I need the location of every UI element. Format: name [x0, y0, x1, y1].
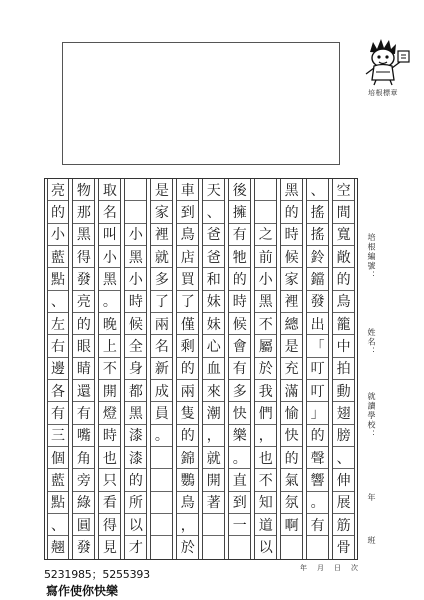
grid-cell: 時	[99, 425, 120, 447]
grid-cell: 漆	[125, 447, 146, 469]
grid-cell: 鳥	[177, 224, 198, 246]
grid-cell: 鳥	[333, 291, 354, 313]
grid-cell: 籠	[333, 313, 354, 335]
grid-cell: 」	[307, 402, 328, 424]
grid-cell: 左	[48, 313, 69, 335]
grid-cell: 中	[333, 335, 354, 357]
grid-cell: 了	[177, 291, 198, 313]
grid-cell: 候	[229, 313, 250, 335]
grid-cell: 鸚	[177, 469, 198, 491]
grid-cell: 小	[125, 224, 146, 246]
grid-cell	[125, 179, 146, 201]
grid-cell: 。	[151, 425, 172, 447]
grid-cell: 後	[229, 179, 250, 201]
grid-cell: 候	[281, 246, 302, 268]
grid-cell: 名	[151, 335, 172, 357]
grid-cell: 就	[203, 447, 224, 469]
class-label: 班	[367, 536, 376, 546]
grid-cell: 快	[281, 425, 302, 447]
footer-slogan: 寫作使你快樂	[46, 584, 119, 598]
grid-cell: 知	[255, 492, 276, 514]
grid-cell: 鈴	[307, 246, 328, 268]
grid-cell: 買	[177, 268, 198, 290]
grid-cell: 「	[307, 335, 328, 357]
grid-cell: 的	[73, 313, 94, 335]
grid-cell: 邊	[48, 358, 69, 380]
grid-cell: 就	[151, 246, 172, 268]
grid-cell: 個	[48, 447, 69, 469]
grid-cell: 右	[48, 335, 69, 357]
grid-cell: 開	[99, 380, 120, 402]
grid-column	[98, 179, 121, 559]
grid-cell: 筋	[333, 514, 354, 536]
grid-cell: 開	[203, 469, 224, 491]
grid-cell	[125, 201, 146, 223]
grid-cell: 黑	[99, 268, 120, 290]
grid-column	[332, 179, 355, 559]
grid-cell: 間	[333, 201, 354, 223]
grid-cell: 小	[48, 224, 69, 246]
grid-cell	[203, 536, 224, 558]
grid-cell: 翅	[333, 402, 354, 424]
grid-cell: 天	[203, 179, 224, 201]
grid-cell: 也	[99, 447, 120, 469]
grid-cell: 搖	[307, 201, 328, 223]
grid-cell: 得	[99, 514, 120, 536]
grid-cell	[151, 469, 172, 491]
grid-cell: 黑	[125, 402, 146, 424]
grid-cell: 還	[73, 380, 94, 402]
grid-cell: 充	[281, 358, 302, 380]
grid-cell: 動	[333, 380, 354, 402]
mascot-icon	[354, 36, 412, 88]
grid-cell: 展	[333, 492, 354, 514]
grid-cell: 不	[255, 469, 276, 491]
grid-cell: 一	[229, 514, 250, 536]
grid-cell: 黑	[255, 291, 276, 313]
grid-cell: 鳥	[177, 492, 198, 514]
student-name-label: 姓名：	[367, 328, 376, 357]
grade-label: 年	[367, 493, 376, 503]
grid-cell: 爸	[203, 246, 224, 268]
grid-cell: 漆	[125, 425, 146, 447]
grid-cell: 寬	[333, 224, 354, 246]
grid-cell: ，	[177, 514, 198, 536]
grid-cell: 的	[307, 425, 328, 447]
grid-cell: 。	[99, 291, 120, 313]
grid-cell: 點	[48, 492, 69, 514]
grid-cell: 滿	[281, 380, 302, 402]
grid-cell: 亮	[73, 291, 94, 313]
grid-cell: 到	[229, 492, 250, 514]
grid-cell: 看	[99, 492, 120, 514]
grid-cell: 新	[151, 358, 172, 380]
grid-cell: 了	[151, 291, 172, 313]
grid-cell: 黑	[125, 246, 146, 268]
grid-cell: 僅	[177, 313, 198, 335]
grid-cell: 家	[151, 201, 172, 223]
grid-cell: 候	[125, 313, 146, 335]
grid-cell: 到	[177, 201, 198, 223]
grid-cell: 家	[281, 268, 302, 290]
grid-cell: 有	[48, 402, 69, 424]
grid-cell: 妹	[203, 313, 224, 335]
grid-cell: 、	[307, 179, 328, 201]
grid-cell: 的	[281, 201, 302, 223]
grid-cell: 兩	[151, 313, 172, 335]
grid-cell: 心	[203, 335, 224, 357]
mascot-logo	[354, 36, 412, 100]
grid-cell: 也	[255, 447, 276, 469]
grid-cell: 的	[281, 447, 302, 469]
grid-cell: 角	[73, 447, 94, 469]
grid-cell: 擁	[229, 201, 250, 223]
grid-cell: 見	[102, 540, 117, 557]
grid-cell: 於	[180, 540, 195, 557]
grid-cell	[151, 536, 172, 558]
grid-cell: 眼	[73, 335, 94, 357]
grid-cell: 道	[255, 514, 276, 536]
grid-cell	[255, 179, 276, 201]
grid-cell: 叫	[99, 224, 120, 246]
grid-column	[280, 179, 303, 559]
grid-cell: 才	[128, 540, 143, 557]
grid-cell: 旁	[73, 469, 94, 491]
grid-cell: 著	[203, 492, 224, 514]
grid-cell: 藍	[48, 469, 69, 491]
date-label-month: 月	[317, 564, 324, 572]
grid-cell: 有	[229, 224, 250, 246]
grid-cell: 全	[125, 335, 146, 357]
grid-cell: 我	[255, 380, 276, 402]
grid-cell: 不	[255, 313, 276, 335]
grid-cell: 們	[255, 402, 276, 424]
grid-cell: 成	[151, 380, 172, 402]
teacher-comment-box	[62, 42, 340, 165]
grid-cell: 的	[177, 425, 198, 447]
grid-cell: 以	[125, 514, 146, 536]
grid-cell: 發	[73, 268, 94, 290]
date-labels	[300, 563, 358, 573]
grid-cell: 身	[125, 358, 146, 380]
grid-cell: 小	[125, 268, 146, 290]
grid-cell: 只	[99, 469, 120, 491]
grid-cell: 會	[229, 335, 250, 357]
grid-column	[150, 179, 173, 559]
grid-cell: 隻	[177, 402, 198, 424]
grid-cell: 取	[99, 179, 120, 201]
grid-cell: 有	[307, 514, 328, 536]
grid-cell: 裡	[281, 291, 302, 313]
grid-cell: 於	[255, 358, 276, 380]
date-label-day: 日	[334, 564, 341, 572]
grid-cell: 物	[73, 179, 94, 201]
grid-cell: 以	[258, 540, 273, 557]
grid-cell: 拍	[333, 358, 354, 380]
grid-cell: 、	[333, 447, 354, 469]
grid-cell: 愉	[281, 402, 302, 424]
grid-cell: 名	[99, 201, 120, 223]
grid-cell: 搖	[307, 224, 328, 246]
grid-cell: 得	[73, 246, 94, 268]
grid-cell: 多	[229, 380, 250, 402]
grid-cell: 兩	[177, 380, 198, 402]
grid-cell: 多	[151, 268, 172, 290]
grid-cell	[307, 536, 328, 558]
grid-cell: 時	[229, 291, 250, 313]
grid-cell: 啊	[281, 514, 302, 536]
grid-cell: 藍	[48, 246, 69, 268]
grid-cell: 和	[203, 268, 224, 290]
grid-cell: 點	[48, 268, 69, 290]
grid-cell: 敞	[333, 246, 354, 268]
date-label-year: 年	[300, 564, 307, 572]
grid-cell: 樂	[229, 425, 250, 447]
grid-cell: 、	[48, 291, 69, 313]
grid-cell: 的	[48, 201, 69, 223]
grid-cell: ，	[203, 425, 224, 447]
grid-cell: 。	[307, 492, 328, 514]
grid-cell: 總	[281, 313, 302, 335]
grid-cell: 所	[125, 492, 146, 514]
grid-cell: 有	[73, 402, 94, 424]
grid-cell: 的	[125, 469, 146, 491]
logo-caption: 培根標章	[368, 89, 398, 97]
grid-column	[47, 179, 70, 559]
grid-cell: 剩	[177, 335, 198, 357]
grid-cell: 快	[229, 402, 250, 424]
grid-cell: 鐺	[307, 268, 328, 290]
grid-cell	[151, 492, 172, 514]
grid-column	[124, 179, 147, 559]
grid-cell: 發	[76, 540, 91, 557]
grid-cell: 聲	[307, 447, 328, 469]
grid-cell: 屬	[255, 335, 276, 357]
grid-cell: 上	[99, 335, 120, 357]
grid-cell: 發	[307, 291, 328, 313]
grid-cell: 牠	[229, 246, 250, 268]
grid-cell: 膀	[333, 425, 354, 447]
grid-cell	[151, 514, 172, 536]
grid-cell: 那	[73, 201, 94, 223]
grid-cell	[255, 201, 276, 223]
grid-cell	[203, 514, 224, 536]
grid-cell: 綠	[73, 492, 94, 514]
grid-cell: 氣	[281, 469, 302, 491]
grid-cell	[281, 536, 302, 558]
grid-cell: 黑	[281, 179, 302, 201]
grid-cell: 的	[229, 268, 250, 290]
grid-cell: 是	[151, 179, 172, 201]
grid-cell: 時	[281, 224, 302, 246]
grid-column	[306, 179, 329, 559]
grid-cell: 空	[333, 179, 354, 201]
grid-cell: 妹	[203, 291, 224, 313]
grid-cell: 都	[125, 380, 146, 402]
grid-cell: 、	[48, 514, 69, 536]
grid-cell: 時	[125, 291, 146, 313]
grid-cell: 之	[255, 224, 276, 246]
grid-cell: 、	[203, 201, 224, 223]
grid-cell: 是	[281, 335, 302, 357]
grid-cell: 裡	[151, 224, 172, 246]
grid-cell: ，	[255, 425, 276, 447]
grid-cell: 亮	[48, 179, 69, 201]
student-number-label: 培根編號：	[367, 233, 376, 281]
grid-cell: 前	[255, 246, 276, 268]
grid-column	[176, 179, 199, 559]
grid-cell: 錦	[177, 447, 198, 469]
grid-cell: 有	[229, 358, 250, 380]
grid-cell	[151, 447, 172, 469]
grid-cell: 燈	[99, 402, 120, 424]
grid-cell: 車	[177, 179, 198, 201]
date-label-session: 次	[351, 564, 358, 572]
grid-column	[228, 179, 251, 559]
grid-column	[72, 179, 95, 559]
grid-cell: 圓	[73, 514, 94, 536]
grid-cell: 叮	[307, 358, 328, 380]
grid-cell: 響	[307, 469, 328, 491]
grid-cell	[229, 536, 250, 558]
grid-cell: 。	[229, 447, 250, 469]
grid-cell: 來	[203, 380, 224, 402]
grid-cell: 嘴	[73, 425, 94, 447]
grid-cell: 三	[48, 425, 69, 447]
grid-cell: 的	[177, 358, 198, 380]
grid-cell: 伸	[333, 469, 354, 491]
grid-cell: 直	[229, 469, 250, 491]
grid-cell: 小	[255, 268, 276, 290]
grid-cell: 的	[333, 268, 354, 290]
grid-cell: 晚	[99, 313, 120, 335]
grid-cell: 氛	[281, 492, 302, 514]
grid-column	[202, 179, 225, 559]
grid-cell: 潮	[203, 402, 224, 424]
grid-cell: 睛	[73, 358, 94, 380]
school-label: 就讀學校：	[367, 392, 376, 440]
grid-cell: 叮	[307, 380, 328, 402]
grid-cell: 小	[99, 246, 120, 268]
grid-cell: 不	[99, 358, 120, 380]
grid-cell: 爸	[203, 224, 224, 246]
grid-cell: 血	[203, 358, 224, 380]
grid-cell: 員	[151, 402, 172, 424]
manuscript-grid	[44, 178, 358, 560]
footer-phone-numbers: 5231985；5255393	[44, 568, 150, 581]
grid-cell: 骨	[336, 540, 351, 557]
grid-cell: 出	[307, 313, 328, 335]
grid-cell: 翹	[50, 540, 65, 557]
grid-cell: 各	[48, 380, 69, 402]
grid-column	[254, 179, 277, 559]
grid-cell: 店	[177, 246, 198, 268]
grid-cell: 黑	[73, 224, 94, 246]
